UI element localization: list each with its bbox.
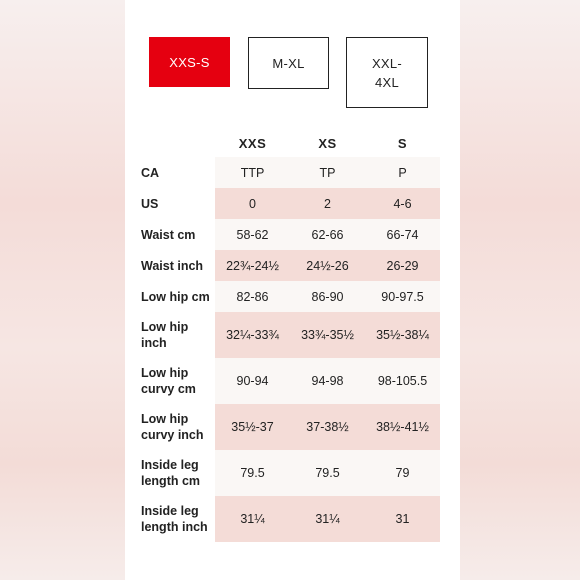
- row-label: Low hip inch: [141, 320, 189, 350]
- size-range-tabs: [125, 0, 460, 120]
- table-cell: P: [365, 157, 440, 188]
- table-cell: 82-86: [215, 281, 290, 312]
- table-cell: TP: [290, 157, 365, 188]
- table-cell: 98-105.5: [365, 358, 440, 404]
- row-label: Inside leg length inch: [141, 504, 208, 534]
- table-cell: 26-29: [365, 250, 440, 281]
- background-blur-right: [460, 0, 580, 580]
- tab-xxs-s[interactable]: [149, 37, 230, 87]
- table-row: [135, 404, 440, 450]
- table-row: [135, 312, 440, 358]
- table-cell: 0: [215, 188, 290, 219]
- header-empty: [135, 129, 215, 157]
- size-guide-card: [125, 0, 460, 580]
- size-chart-table: [135, 129, 440, 542]
- table-row: [135, 250, 440, 281]
- row-label: Low hip curvy cm: [141, 366, 196, 396]
- tab-label: M-XL: [272, 55, 305, 71]
- row-label: Inside leg length cm: [141, 458, 201, 488]
- column-header: XS: [318, 135, 337, 151]
- table-cell: 31: [365, 496, 440, 542]
- table-cell: 62-66: [290, 219, 365, 250]
- column-header: XXS: [238, 135, 267, 151]
- table-cell: TTP: [215, 157, 290, 188]
- row-label: Low hip cm: [141, 289, 210, 304]
- table-row: [135, 358, 440, 404]
- table-cell: 22¾-24½: [215, 250, 290, 281]
- row-label: Low hip curvy inch: [141, 412, 204, 442]
- table-cell: 79.5: [290, 450, 365, 496]
- table-cell: 38½-41½: [365, 404, 440, 450]
- tab-xxl-4xl[interactable]: [346, 37, 428, 108]
- row-label: CA: [141, 165, 160, 180]
- table-cell: 94-98: [290, 358, 365, 404]
- table-row: [135, 188, 440, 219]
- table-cell: 35½-37: [215, 404, 290, 450]
- table-cell: 4-6: [365, 188, 440, 219]
- table-cell: 86-90: [290, 281, 365, 312]
- table-cell: 32¼-33¾: [215, 312, 290, 358]
- row-label: US: [141, 196, 159, 211]
- table-cell: 31¼: [215, 496, 290, 542]
- table-cell: 66-74: [365, 219, 440, 250]
- table-cell: 37-38½: [290, 404, 365, 450]
- row-label: Waist cm: [141, 227, 196, 242]
- table-row: [135, 219, 440, 250]
- table-cell: 79: [365, 450, 440, 496]
- background-blur-left: [0, 0, 125, 580]
- table-cell: 58-62: [215, 219, 290, 250]
- table-cell: 35½-38¼: [365, 312, 440, 358]
- table-cell: 24½-26: [290, 250, 365, 281]
- table-row: [135, 281, 440, 312]
- tab-label: XXL-4XL: [371, 55, 403, 90]
- table-cell: 90-97.5: [365, 281, 440, 312]
- table-cell: 90-94: [215, 358, 290, 404]
- column-header: S: [397, 135, 408, 151]
- table-row: [135, 450, 440, 496]
- table-cell: 2: [290, 188, 365, 219]
- tab-m-xl[interactable]: [248, 37, 329, 89]
- tab-label: XXS-S: [169, 54, 210, 70]
- table-cell: 31¼: [290, 496, 365, 542]
- table-row: [135, 496, 440, 542]
- table-row: [135, 157, 440, 188]
- table-cell: 79.5: [215, 450, 290, 496]
- table-cell: 33¾-35½: [290, 312, 365, 358]
- row-label: Waist inch: [141, 258, 204, 273]
- table-header-row: [135, 129, 440, 157]
